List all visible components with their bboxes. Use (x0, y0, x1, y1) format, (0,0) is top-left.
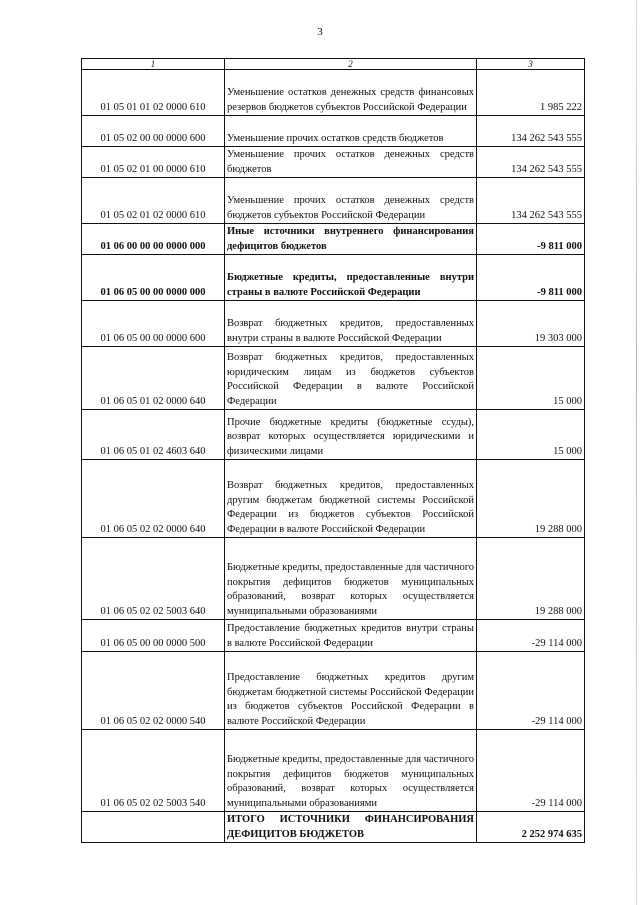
table-row (82, 620, 585, 652)
table-row (82, 410, 585, 460)
row-description: Бюджетные кредиты, предоставленные для частичного покрытия дефицитов бюджетов муниципальных образований, возврат которых осуществляется муниципальными образованиями (225, 730, 477, 812)
row-amount: 15 000 (477, 410, 585, 460)
row-description: Возврат бюджетных кредитов, предоставленных юридическим лицам из бюджетов субъектов Российской Федерации в валюте Российской Федерации (225, 347, 477, 410)
row-amount: 134 262 543 555 (477, 178, 585, 224)
row-description: Бюджетные кредиты, предоставленные для частичного покрытия дефицитов бюджетов муниципальных образований, возврат которых осуществляется муниципальными образованиями (225, 538, 477, 620)
table-row (82, 538, 585, 620)
table-row (82, 224, 585, 255)
table-row (82, 178, 585, 224)
row-description: Возврат бюджетных кредитов, предоставленных внутри страны в валюте Российской Федерации (225, 301, 477, 347)
total-description: ИТОГО ИСТОЧНИКИ ФИНАНСИРОВАНИЯ ДЕФИЦИТОВ БЮДЖЕТОВ (225, 812, 477, 843)
row-code: 01 06 05 02 02 0000 640 (82, 460, 225, 538)
row-code: 01 06 05 01 02 0000 640 (82, 347, 225, 410)
row-code: 01 06 05 02 02 0000 540 (82, 652, 225, 730)
row-amount: -29 114 000 (477, 620, 585, 652)
row-code: 01 06 05 00 00 0000 000 (82, 255, 225, 301)
row-amount: 15 000 (477, 347, 585, 410)
total-code (82, 812, 225, 843)
table-row (82, 116, 585, 147)
table-row (82, 147, 585, 178)
row-description: Иные источники внутреннего финансирования дефицитов бюджетов (225, 224, 477, 255)
row-code: 01 05 02 00 00 0000 600 (82, 116, 225, 147)
table-row (82, 652, 585, 730)
row-code: 01 06 05 01 02 4603 640 (82, 410, 225, 460)
row-amount: 19 288 000 (477, 538, 585, 620)
table-row (82, 460, 585, 538)
row-description: Предоставление бюджетных кредитов внутри страны в валюте Российской Федерации (225, 620, 477, 652)
row-description: Уменьшение прочих остатков денежных средств бюджетов субъектов Российской Федерации (225, 178, 477, 224)
row-amount: 1 985 222 (477, 70, 585, 116)
row-code: 01 05 01 01 02 0000 610 (82, 70, 225, 116)
row-code: 01 06 00 00 00 0000 000 (82, 224, 225, 255)
row-amount: -9 811 000 (477, 224, 585, 255)
table-row (82, 347, 585, 410)
scan-edge-line (636, 0, 637, 905)
table-row (82, 730, 585, 812)
row-code: 01 05 02 01 02 0000 610 (82, 178, 225, 224)
row-amount: -9 811 000 (477, 255, 585, 301)
row-amount: -29 114 000 (477, 730, 585, 812)
table-header-row (82, 59, 585, 70)
row-code: 01 06 05 02 02 5003 540 (82, 730, 225, 812)
row-amount: 19 303 000 (477, 301, 585, 347)
table-row (82, 70, 585, 116)
row-code: 01 06 05 00 00 0000 500 (82, 620, 225, 652)
table-total-row (82, 812, 585, 843)
column-header-2: 2 (225, 59, 477, 70)
row-amount: 19 288 000 (477, 460, 585, 538)
row-description: Уменьшение прочих остатков денежных средств бюджетов (225, 147, 477, 178)
column-header-3: 3 (477, 59, 585, 70)
table-row (82, 255, 585, 301)
row-code: 01 06 05 02 02 5003 640 (82, 538, 225, 620)
budget-sources-table (81, 58, 585, 843)
row-description: Бюджетные кредиты, предоставленные внутри страны в валюте Российской Федерации (225, 255, 477, 301)
page-number: 3 (317, 26, 323, 38)
column-header-1: 1 (82, 59, 225, 70)
row-description: Уменьшение прочих остатков средств бюджетов (225, 116, 477, 147)
row-amount: 134 262 543 555 (477, 116, 585, 147)
row-code: 01 06 05 00 00 0000 600 (82, 301, 225, 347)
row-code: 01 05 02 01 00 0000 610 (82, 147, 225, 178)
row-description: Прочие бюджетные кредиты (бюджетные ссуды), возврат которых осуществляется юридическими и физическими лицами (225, 410, 477, 460)
row-amount: 134 262 543 555 (477, 147, 585, 178)
row-description: Возврат бюджетных кредитов, предоставленных другим бюджетам бюджетной системы Российской Федерации из бюджетов субъектов Российской Федерации в валюте Российской Федерации (225, 460, 477, 538)
row-description: Уменьшение остатков денежных средств финансовых резервов бюджетов субъектов Российской Федерации (225, 70, 477, 116)
total-amount: 2 252 974 635 (477, 812, 585, 843)
table-row (82, 301, 585, 347)
row-amount: -29 114 000 (477, 652, 585, 730)
row-description: Предоставление бюджетных кредитов другим бюджетам бюджетной системы Российской Федерации из бюджетов субъектов Российской Федерации в валюте Российской Федерации (225, 652, 477, 730)
